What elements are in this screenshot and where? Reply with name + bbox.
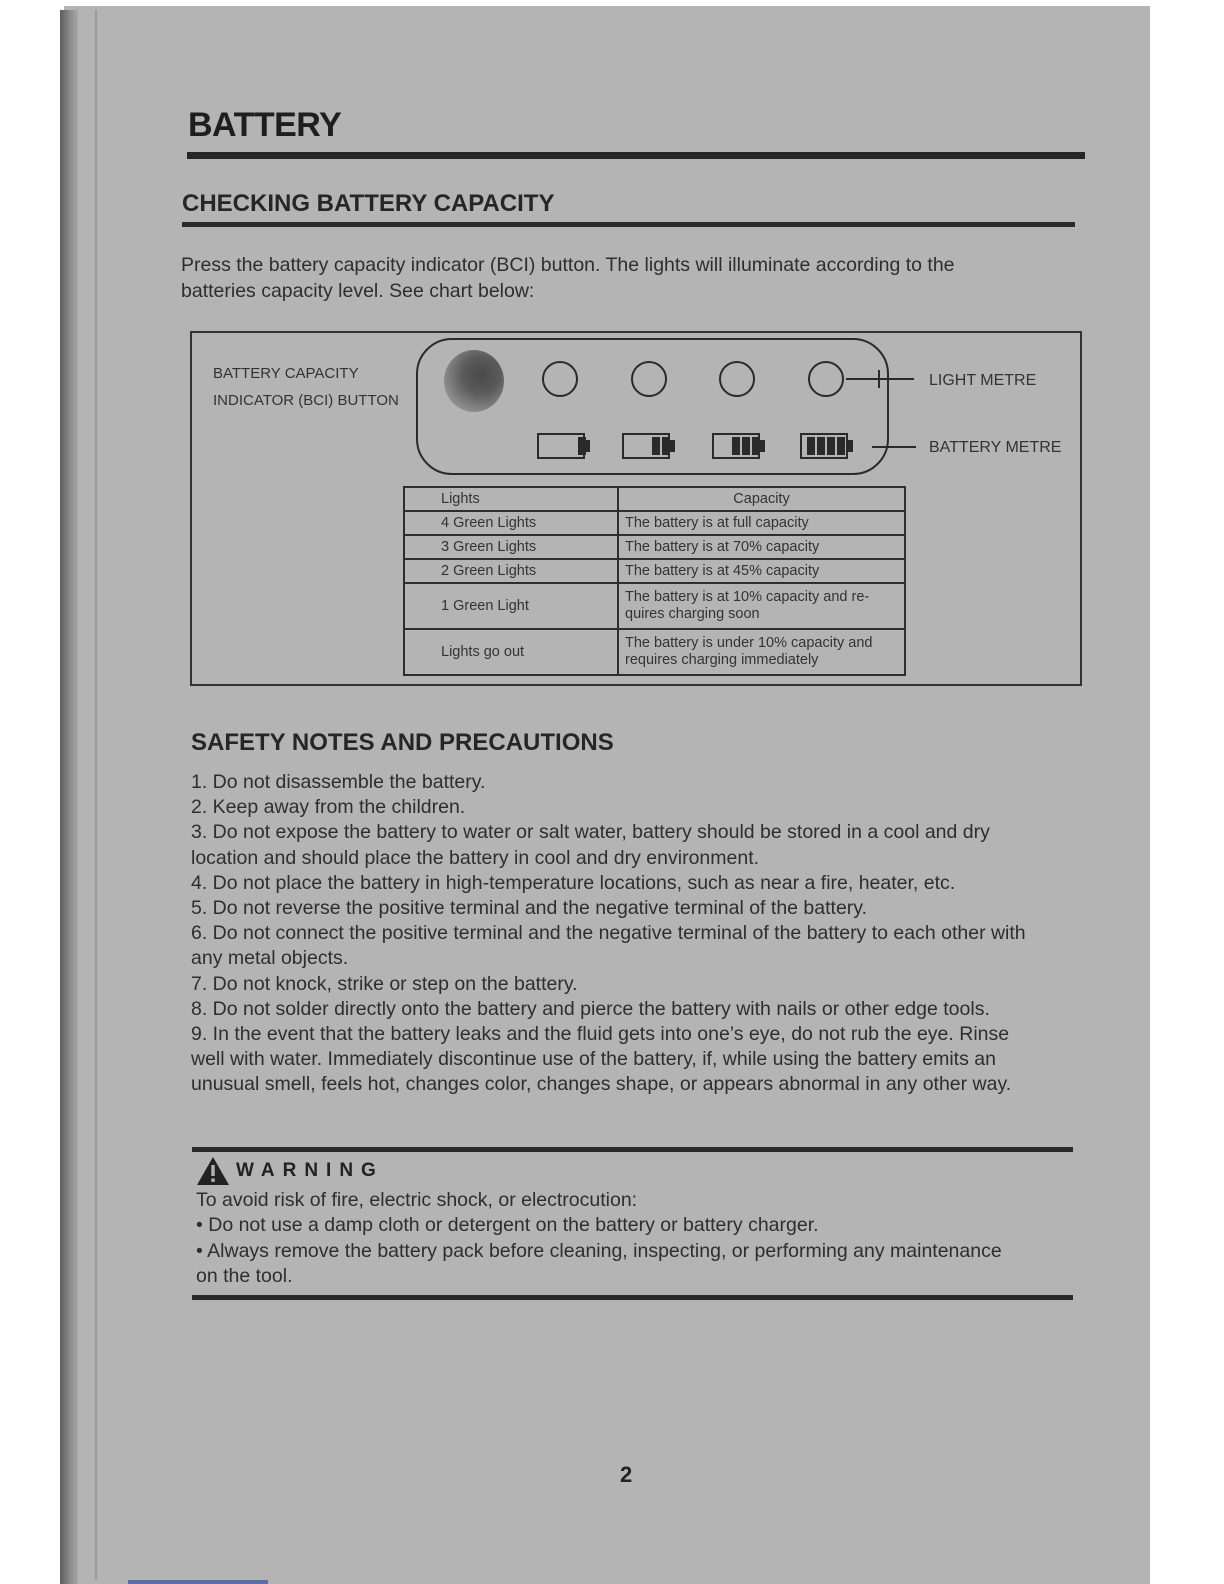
- safety-line: unusual smell, feels hot, changes color, changes shape, or appears abnormal in any other way.: [191, 1073, 1012, 1096]
- safety-list: [191, 770, 1096, 1098]
- section-heading-capacity: CHECKING BATTERY CAPACITY: [182, 190, 555, 217]
- warning-title: WARNING: [236, 1160, 384, 1181]
- battery-icon-segment: [752, 437, 760, 455]
- capacity-table: [403, 486, 906, 676]
- battery-icon-segment: [732, 437, 740, 455]
- warning-line: To avoid risk of fire, electric shock, or electrocution:: [196, 1189, 638, 1211]
- battery-icon-segment: [807, 437, 815, 455]
- battery-icon-segment: [817, 437, 825, 455]
- lights-cell: 4 Green Lights: [404, 511, 618, 535]
- bci-label-line: BATTERY CAPACITY: [213, 365, 359, 382]
- lights-cell: 1 Green Light: [404, 583, 618, 629]
- safety-line: 4. Do not place the battery in high-temperature locations, such as near a fire, heater, etc.: [191, 871, 956, 894]
- indicator-light-3: [719, 361, 755, 397]
- capacity-cell: [618, 629, 905, 675]
- table-row: [404, 511, 905, 535]
- capacity-cell: The battery is at full capacity: [618, 511, 905, 535]
- battery-icon-segment: [662, 437, 670, 455]
- safety-line: 9. In the event that the battery leaks and the fluid gets into one’s eye, do not rub the eye. Rinse: [191, 1023, 1010, 1046]
- indicator-light-1: [542, 361, 578, 397]
- table-header-lights: Lights: [404, 487, 618, 511]
- intro-line: Press the battery capacity indicator (BCI) button. The lights will illuminate according to the: [181, 254, 955, 276]
- safety-line: 5. Do not reverse the positive terminal and the negative terminal of the battery.: [191, 897, 868, 920]
- battery-icon-segment: [742, 437, 750, 455]
- capacity-line: The battery is at 10% capacity and re-: [625, 589, 870, 605]
- capacity-line: quires charging soon: [625, 606, 760, 622]
- bci-label-line: INDICATOR (BCI) BUTTON: [213, 392, 399, 409]
- light-metre-leader: [846, 378, 914, 380]
- safety-line: 2. Keep away from the children.: [191, 796, 466, 819]
- safety-line: 6. Do not connect the positive terminal and the negative terminal of the battery to each other with: [191, 922, 1026, 945]
- lights-cell: 3 Green Lights: [404, 535, 618, 559]
- capacity-cell: The battery is at 70% capacity: [618, 535, 905, 559]
- title-rule: [187, 152, 1085, 159]
- battery-icon-segment: [827, 437, 835, 455]
- section-heading-safety: SAFETY NOTES AND PRECAUTIONS: [191, 729, 614, 756]
- light-metre-tick: [878, 370, 880, 388]
- table-row: [404, 583, 905, 629]
- table-header-row: [404, 487, 905, 511]
- bci-button[interactable]: [444, 350, 504, 412]
- warning-line: • Always remove the battery pack before cleaning, inspecting, or performing any maintenance: [196, 1239, 1002, 1262]
- safety-line: 3. Do not expose the battery to water or salt water, battery should be stored in a cool and dry: [191, 821, 990, 844]
- capacity-line: requires charging immediately: [625, 652, 819, 668]
- binding-spine: [60, 10, 78, 1584]
- scan-edge-mark: [128, 1580, 268, 1584]
- lights-cell: 2 Green Lights: [404, 559, 618, 583]
- battery-metre-leader: [872, 446, 916, 448]
- intro-line: batteries capacity level. See chart below:: [181, 280, 535, 302]
- section-rule: [182, 222, 1075, 227]
- binding-crease: [95, 10, 97, 1580]
- warning-triangle-icon: [196, 1156, 230, 1186]
- safety-line: any metal objects.: [191, 947, 349, 970]
- intro-paragraph: [181, 252, 1061, 304]
- warning-line: on the tool.: [196, 1265, 293, 1288]
- table-row: [404, 629, 905, 675]
- table-row: [404, 559, 905, 583]
- capacity-cell: The battery is at 45% capacity: [618, 559, 905, 583]
- warning-line: • Do not use a damp cloth or detergent on the battery or battery charger.: [196, 1214, 819, 1237]
- battery-icon-segment: [837, 437, 845, 455]
- safety-line: 8. Do not solder directly onto the battery and pierce the battery with nails or other edge tools.: [191, 997, 990, 1020]
- safety-line: 7. Do not knock, strike or step on the battery.: [191, 972, 578, 995]
- lights-cell: Lights go out: [404, 629, 618, 675]
- battery-icon-tip: [847, 440, 853, 452]
- safety-line: well with water. Immediately discontinue use of the battery, if, while using the battery emits an: [191, 1048, 996, 1071]
- table-row: [404, 535, 905, 559]
- indicator-light-2: [631, 361, 667, 397]
- battery-icon-segment: [652, 437, 660, 455]
- page-number: 2: [620, 1462, 633, 1487]
- battery-metre-label: BATTERY METRE: [929, 439, 1062, 456]
- table-header-capacity: Capacity: [618, 487, 905, 511]
- warning-heading: [196, 1156, 384, 1186]
- capacity-line: The battery is under 10% capacity and: [625, 635, 873, 651]
- light-metre-label: LIGHT METRE: [929, 372, 1037, 389]
- warning-bottom-rule: [192, 1295, 1073, 1300]
- indicator-light-4: [808, 361, 844, 397]
- page-title: BATTERY: [188, 106, 342, 144]
- bci-button-label: [213, 360, 399, 414]
- capacity-cell: [618, 583, 905, 629]
- safety-line: 1. Do not disassemble the battery.: [191, 771, 486, 793]
- warning-top-rule: [192, 1147, 1073, 1152]
- safety-line: location and should place the battery in cool and dry environment.: [191, 846, 760, 869]
- battery-icon-segment: [578, 437, 586, 455]
- warning-body: [196, 1188, 1076, 1290]
